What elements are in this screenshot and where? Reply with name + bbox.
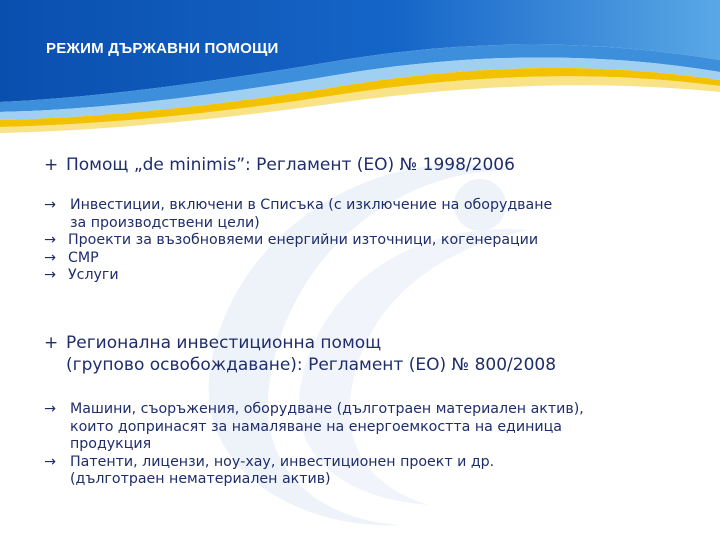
arrow-right-icon: → bbox=[44, 232, 56, 248]
list-item-text: СМР bbox=[68, 249, 99, 266]
section2-heading-text: Регионална инвестиционна помощ bbox=[66, 333, 382, 353]
arrow-right-icon: → bbox=[44, 401, 56, 417]
list-item-text: Услуги bbox=[68, 267, 119, 283]
plus-bullet-icon: + bbox=[44, 333, 59, 353]
section2-list bbox=[44, 401, 584, 489]
list-item-text: Машини, съоръжения, оборудване (дълготраен материален актив), bbox=[70, 401, 584, 417]
list-item bbox=[44, 267, 552, 285]
arrow-right-icon: → bbox=[44, 453, 56, 470]
section1-heading-text: Помощ „de minimis”: Регламент (ЕО) № 1998/2006 bbox=[66, 155, 515, 175]
list-item-text-cont: които допринасят за намаляване на енергоемкостта на единица bbox=[70, 418, 562, 435]
list-item-text: Инвестиции, включени в Списъка (с изключение на оборудване bbox=[70, 197, 553, 213]
arrow-right-icon: → bbox=[44, 249, 56, 266]
arrow-right-icon: → bbox=[44, 197, 56, 213]
page-title: РЕЖИМ ДЪРЖАВНИ ПОМОЩИ bbox=[46, 40, 279, 57]
list-item bbox=[44, 454, 584, 489]
list-item-text-cont: (дълготраен нематериален актив) bbox=[70, 471, 331, 487]
arrow-right-icon: → bbox=[44, 267, 56, 283]
section1-list bbox=[44, 197, 552, 285]
list-item-text-cont: за производствени цели) bbox=[70, 214, 260, 231]
list-item-text: Проекти за възобновяеми енергийни източници, когенерации bbox=[68, 232, 539, 248]
list-item bbox=[44, 197, 552, 232]
list-item bbox=[44, 401, 584, 454]
section2-heading-text-cont: (групово освобождаване): Регламент (ЕО) № 800/2008 bbox=[66, 355, 557, 375]
plus-bullet-icon: + bbox=[44, 155, 59, 175]
list-item-text: Патенти, лицензи, ноу-хау, инвестиционен проект и др. bbox=[70, 453, 495, 470]
list-item bbox=[44, 232, 552, 250]
list-item bbox=[44, 250, 552, 268]
list-item-text-cont: продукция bbox=[70, 436, 152, 452]
